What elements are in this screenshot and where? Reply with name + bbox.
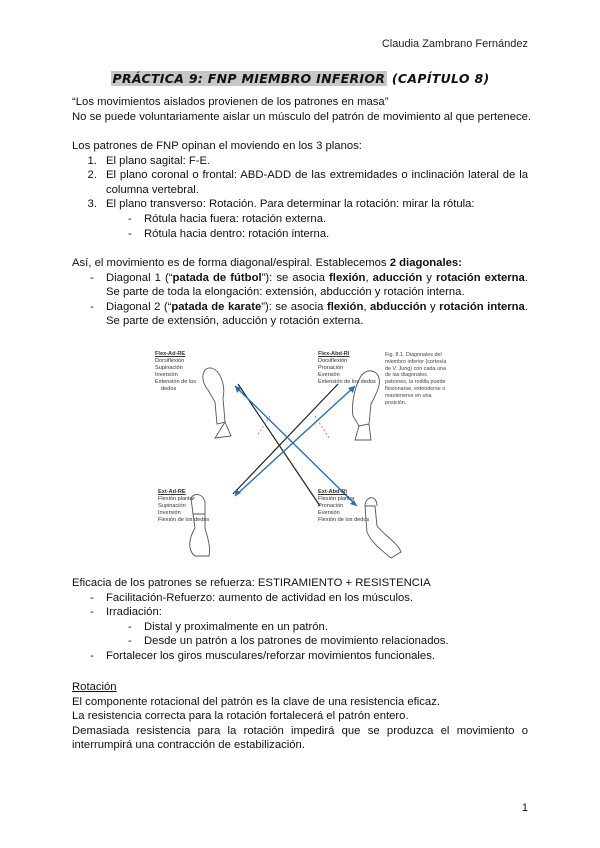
label-flex-ad-re: Flex-Ad-RE Dorsiflexión Supinación Inversión Extensión de los dedos bbox=[155, 351, 197, 392]
intro-line: No se puede voluntariamente aislar un músculo del patrón de movimiento al que pertenece. bbox=[72, 110, 532, 123]
rotacion-heading: Rotación bbox=[72, 681, 117, 693]
intro-quote: “Los movimientos aislados provienen de los patrones en masa” bbox=[72, 96, 389, 108]
label-ext-abd-ri: Ext-Abd-RI Flexión plantar Pronación Eversión Flexión de los dedos bbox=[318, 489, 370, 523]
planes-block bbox=[72, 139, 528, 241]
list-item: - Rótula hacia dentro: rotación interna. bbox=[72, 227, 528, 242]
rotation-sublist bbox=[72, 212, 528, 241]
eficacia-list bbox=[72, 591, 528, 620]
eficacia-list-end bbox=[72, 649, 528, 664]
planes-lead: Los patrones de FNP opinan el moviendo en los 3 planos: bbox=[72, 140, 362, 152]
list-item: - Distal y proximalmente en un patrón. bbox=[72, 620, 528, 635]
list-item: - Fortalecer los giros musculares/reforzar movimientos funcionales. bbox=[72, 649, 528, 664]
label-ext-ad-re: Ext-Ad-RE Flexión plantar Supinación Inversión Flexión de los dedos bbox=[158, 489, 210, 523]
label-flex-abd-ri: Flex-Abd-RI Dorsiflexión Pronación Eversión Extensión de los dedos bbox=[318, 351, 376, 385]
list-item: - Facilitación-Refuerzo: aumento de actividad en los músculos. bbox=[72, 591, 528, 606]
irradiacion-sublist bbox=[72, 620, 528, 649]
page-number: 1 bbox=[521, 802, 528, 814]
list-item: 2. El plano coronal o frontal: ABD-ADD de las extremidades o inclinación lateral de la columna vertebral. bbox=[100, 168, 528, 197]
eficacia-block bbox=[72, 576, 528, 664]
diagonals-lead: Así, el movimiento es de forma diagonal/espiral. Establecemos 2 diagonales: bbox=[72, 257, 462, 269]
rotacion-block bbox=[72, 680, 528, 753]
figure-caption: Fig. 8.1. Diagonales del miembro inferior (cortesía de V. Jung) con cada una de las diagonales patrones, la rodilla puede flexionarse, extenderse o mantenerse en una posición. bbox=[385, 352, 447, 406]
arrow-flex-abd bbox=[235, 386, 355, 496]
list-item: - Rótula hacia fuera: rotación externa. bbox=[72, 212, 528, 227]
list-item: 3. El plano transverso: Rotación. Para determinar la rotación: mirar la rótula: - Rótula hacia fuera: rotación externa. - Rótula hacia dentro: rotación interna. bbox=[100, 197, 528, 241]
arrow-flex-ad bbox=[235, 386, 357, 506]
rotacion-line: La resistencia correcta para la rotación fortalecerá el patrón entero. bbox=[72, 710, 409, 723]
eficacia-lead: Eficacia de los patrones se refuerza: ESTIRAMIENTO + RESISTENCIA bbox=[72, 577, 431, 589]
page-title bbox=[0, 72, 600, 87]
list-item: - Desde un patrón a los patrones de movimiento relacionados. bbox=[72, 634, 528, 649]
title-rest: (CAPÍTULO 8) bbox=[387, 71, 490, 86]
diagonals-list bbox=[72, 271, 528, 329]
list-item: - Diagonal 2 (“patada de karate”): se asocia flexión, abducción y rotación interna. Se parte de extensión, aducción y rotación externa. bbox=[72, 300, 528, 329]
title-highlighted: PRÁCTICA 9: FNP MIEMBRO INFERIOR bbox=[112, 71, 386, 86]
intro-block bbox=[72, 95, 532, 124]
rotacion-line: El componente rotacional del patrón es la clave de una resistencia eficaz. bbox=[72, 695, 440, 708]
author-name: Claudia Zambrano Fernández bbox=[381, 38, 528, 50]
planes-list bbox=[72, 154, 528, 242]
list-item: - Irradiación: bbox=[72, 605, 528, 620]
list-item: 1. El plano sagital: F-E. bbox=[100, 154, 528, 169]
rotacion-paragraph: Demasiada resistencia para la rotación impedirá que se produzca el movimiento o interrumpirá una contracción de estabilización. bbox=[72, 724, 528, 752]
list-item: - Diagonal 1 (“patada de fútbol”): se asocia flexión, aducción y rotación externa. Se parte de toda la elongación: extensión, abducción y rotación interna. bbox=[72, 271, 528, 300]
arrowhead-bottom-left bbox=[235, 489, 241, 496]
diagonals-block bbox=[72, 256, 528, 329]
